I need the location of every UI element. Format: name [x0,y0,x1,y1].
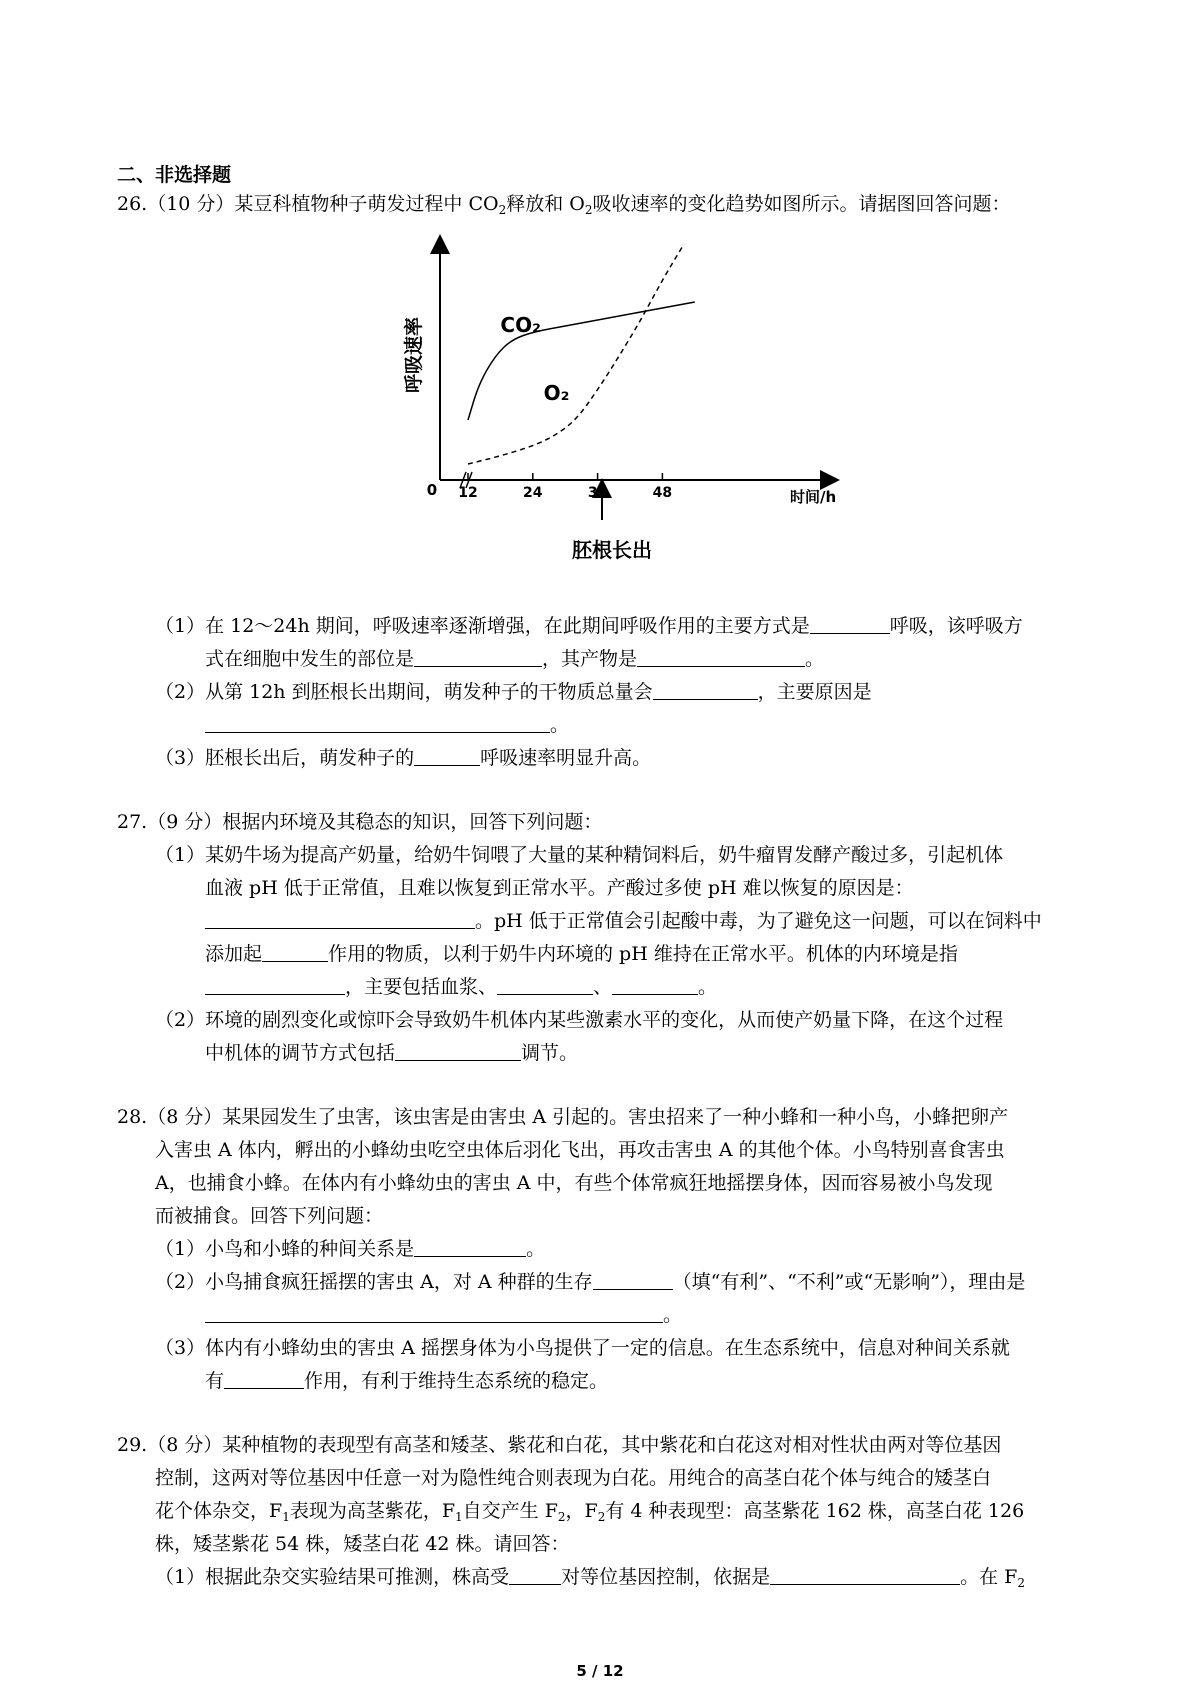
q27-part1-line3: 。pH 低于正常值会引起酸中毒，为了避免这一问题，可以在饲料中 [205,908,1042,934]
answer-blank[interactable] [395,1042,521,1061]
answer-blank[interactable] [224,1370,304,1389]
q29-stem-line3: 花个体杂交，$F_1$表现为高茎紫花，$F_1$自交产生 $F_2$，$F_2$有 4 种表现型：高茎紫花 162 株，高茎白花 126 [155,1500,1025,1524]
answer-blank[interactable] [509,1566,561,1585]
q28-part3-line2: 有 作用，有利于维持生态系统的稳定。 [205,1370,609,1392]
q27-part2-line2: 中机体的调节方式包括 调节。 [205,1042,579,1064]
q29-stem-line4: 株，矮茎紫花 54 株，矮茎白花 42 株。请回答： [155,1533,570,1555]
answer-blank[interactable] [205,714,550,733]
x-tick-label: 36 [587,485,608,501]
answer-blank[interactable] [205,1304,663,1323]
q27-part1-line1: （1）某奶牛场为提高产奶量，给奶牛饲喂了大量的某种精饲料后，奶牛瘤胃发酵产酸过多，引起机体 [155,844,1004,866]
answer-blank[interactable] [205,976,345,995]
q28-part2-line2: 。 [205,1302,682,1328]
q28-part1: （1）小鸟和小蜂的种间关系是 。 [155,1238,546,1260]
answer-blank[interactable] [770,1566,960,1585]
answer-blank[interactable] [637,648,805,667]
answer-blank[interactable] [497,976,593,995]
answer-blank[interactable] [612,976,698,995]
q26-part2-line2: 。 [205,712,569,738]
q27-part2-line1: （2）环境的剧烈变化或惊吓会导致奶牛机体内某些激素水平的变化，从而使产奶量下降，在这个过程 [155,1009,1004,1031]
q28-stem-line1: 28.（8 分）某果园发生了虫害，该虫害是由害虫 A 引起的。害虫招来了一种小蜂和一种小鸟，小蜂把卵产 [117,1106,1009,1128]
origin-label: 0 [426,481,438,499]
answer-blank[interactable] [414,1238,526,1257]
q27-part1-line5: ，主要包括血浆、 、 。 [205,974,717,1000]
q28-stem-line4: 而被捕食。回答下列问题： [155,1205,384,1227]
q26-part3: （3）胚根长出后，萌发种子的 呼吸速率明显升高。 [155,747,652,769]
series-label-o2: O₂ [543,381,570,405]
q27-part1-line2: 血液 pH 低于正常值，且难以恢复到正常水平。产酸过多使 pH 难以恢复的原因是： [205,877,914,899]
q29-stem-line2: 控制，这两对等位基因中任意一对为隐性纯合则表现为白花。用纯合的高茎白花个体与纯合的矮茎白 [155,1467,992,1489]
answer-blank[interactable] [262,943,328,962]
page-number: 5 / 12 [576,1662,624,1680]
x-tick-label: 12 [458,485,478,501]
answer-blank[interactable] [593,1271,673,1290]
q28-stem-line3: A，也捕食小蜂。在体内有小蜂幼虫的害虫 A 中，有些个体常疯狂地摇摆身体，因而容易被小鸟发现 [155,1172,993,1194]
q28-stem-line2: 入害虫 A 体内，孵出的小蜂幼虫吃空虫体后羽化飞出，再攻击害虫 A 的其他个体。小鸟特别喜食害虫 [155,1139,1005,1161]
answer-blank[interactable] [205,910,475,929]
q26-part1-line2: 式在细胞中发生的部位是 ，其产物是 。 [205,648,825,670]
y-axis-label: 呼吸速率 [403,316,425,394]
q28-part2-line1: （2）小鸟捕食疯狂摇摆的害虫 A，对 A 种群的生存 （填“有利”、“不利”或“无影响”），理由是 [155,1271,1026,1293]
x-tick-label: 24 [523,485,543,501]
respiration-chart [0,230,1200,570]
q27-stem: 27.（9 分）根据内环境及其稳态的知识，回答下列问题： [117,811,603,833]
q26-part1-line1: （1）在 12～24h 期间，呼吸速率逐渐增强，在此期间呼吸作用的主要方式是 呼吸，该呼吸方 [155,615,1023,637]
q28-part3-line1: （3）体内有小蜂幼虫的害虫 A 摇摆身体为小鸟提供了一定的信息。在生态系统中，信息对种间关系就 [155,1337,1010,1359]
series-line-o2 [468,244,684,464]
q29-stem-line1: 29.（8 分）某种植物的表现型有高茎和矮茎、紫花和白花，其中紫花和白花这对相对性状由两对等位基因 [117,1434,1002,1456]
answer-blank[interactable] [414,747,480,766]
annotation-label: 胚根长出 [572,538,652,562]
x-axis-label: 时间/h [790,488,837,506]
q26-part2-line1: （2）从第 12h 到胚根长出期间，萌发种子的干物质总量会 ，主要原因是 [155,681,872,703]
series-label-co2: CO₂ [500,313,541,337]
q29-part1: （1）根据此杂交实验结果可推测，株高受 对等位基因控制，依据是 。在 $F_2$ [155,1566,1025,1590]
answer-blank[interactable] [810,615,890,634]
answer-blank[interactable] [653,681,758,700]
answer-blank[interactable] [414,648,542,667]
q26-stem: 26.（10 分）某豆科植物种子萌发过程中 $CO_2$释放和 $O_2$吸收速率的变化趋势如图所示。请据图回答问题： [117,193,1011,217]
q27-part1-line4: 添加起 作用的物质，以利于奶牛内环境的 pH 维持在正常水平。机体的内环境是指 [205,943,958,965]
section-title: 二、非选择题 [117,164,232,186]
x-tick-label: 48 [652,485,673,501]
